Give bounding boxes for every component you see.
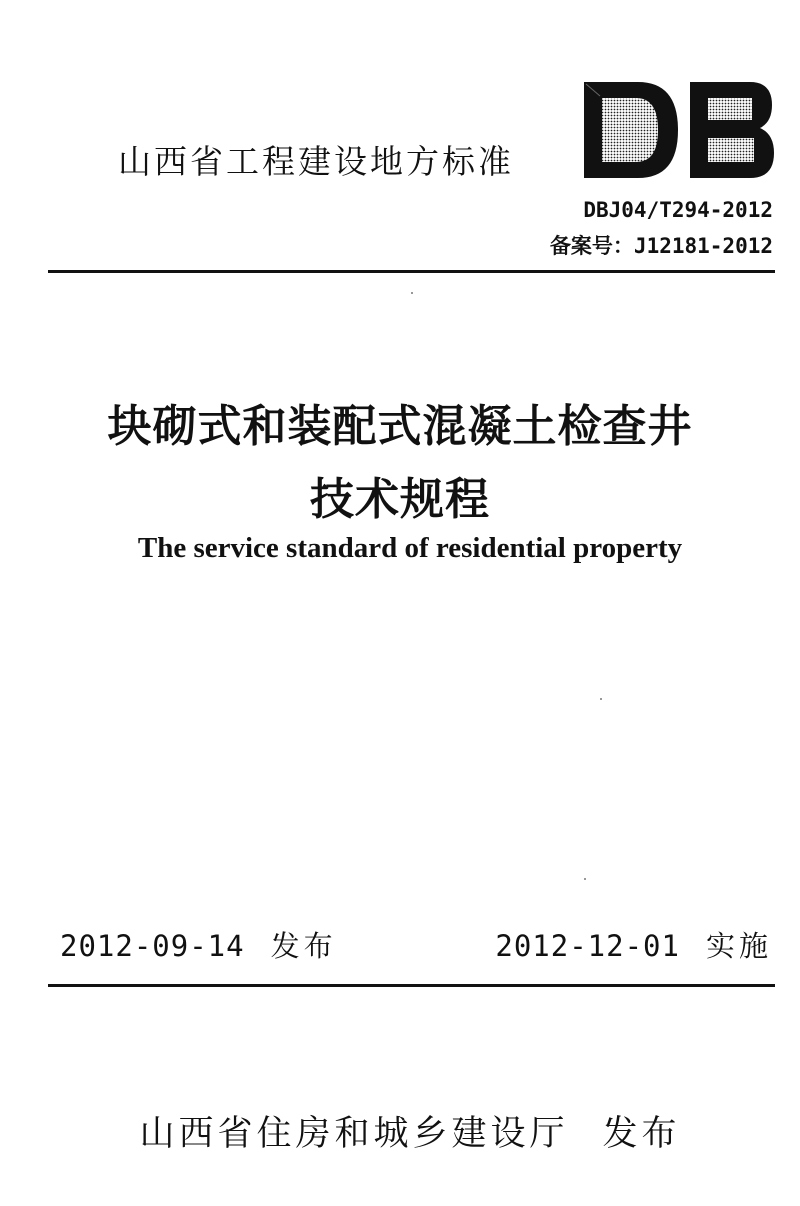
title-en: The service standard of residential property bbox=[137, 532, 683, 564]
publish-label: 发布 bbox=[602, 1114, 681, 1154]
scan-speck bbox=[600, 698, 602, 700]
effective-label: 实施 bbox=[705, 929, 772, 963]
scan-speck bbox=[584, 878, 586, 880]
series-title: 山西省工程建设地方标准 bbox=[118, 142, 514, 181]
record-number: 备案号：J12181-2012 bbox=[549, 234, 773, 258]
title-zh-line2: 技术规程 bbox=[310, 474, 490, 525]
effective-date: 2012-12-01 bbox=[495, 929, 680, 963]
issue-date-block bbox=[60, 924, 337, 965]
top-divider bbox=[48, 270, 775, 273]
issue-date: 2012-09-14 bbox=[60, 929, 245, 963]
effective-date-block bbox=[495, 924, 772, 965]
issue-label: 发布 bbox=[270, 929, 337, 963]
bottom-divider bbox=[48, 984, 775, 987]
publisher-line bbox=[0, 1106, 800, 1156]
standard-code: DBJ04/T294-2012 bbox=[583, 198, 773, 222]
db-logo bbox=[580, 78, 776, 182]
publisher-name: 山西省住房和城乡建设厅 bbox=[139, 1114, 569, 1154]
title-zh-line1: 块砌式和装配式混凝土检查井 bbox=[107, 401, 693, 452]
scan-speck bbox=[411, 292, 413, 294]
